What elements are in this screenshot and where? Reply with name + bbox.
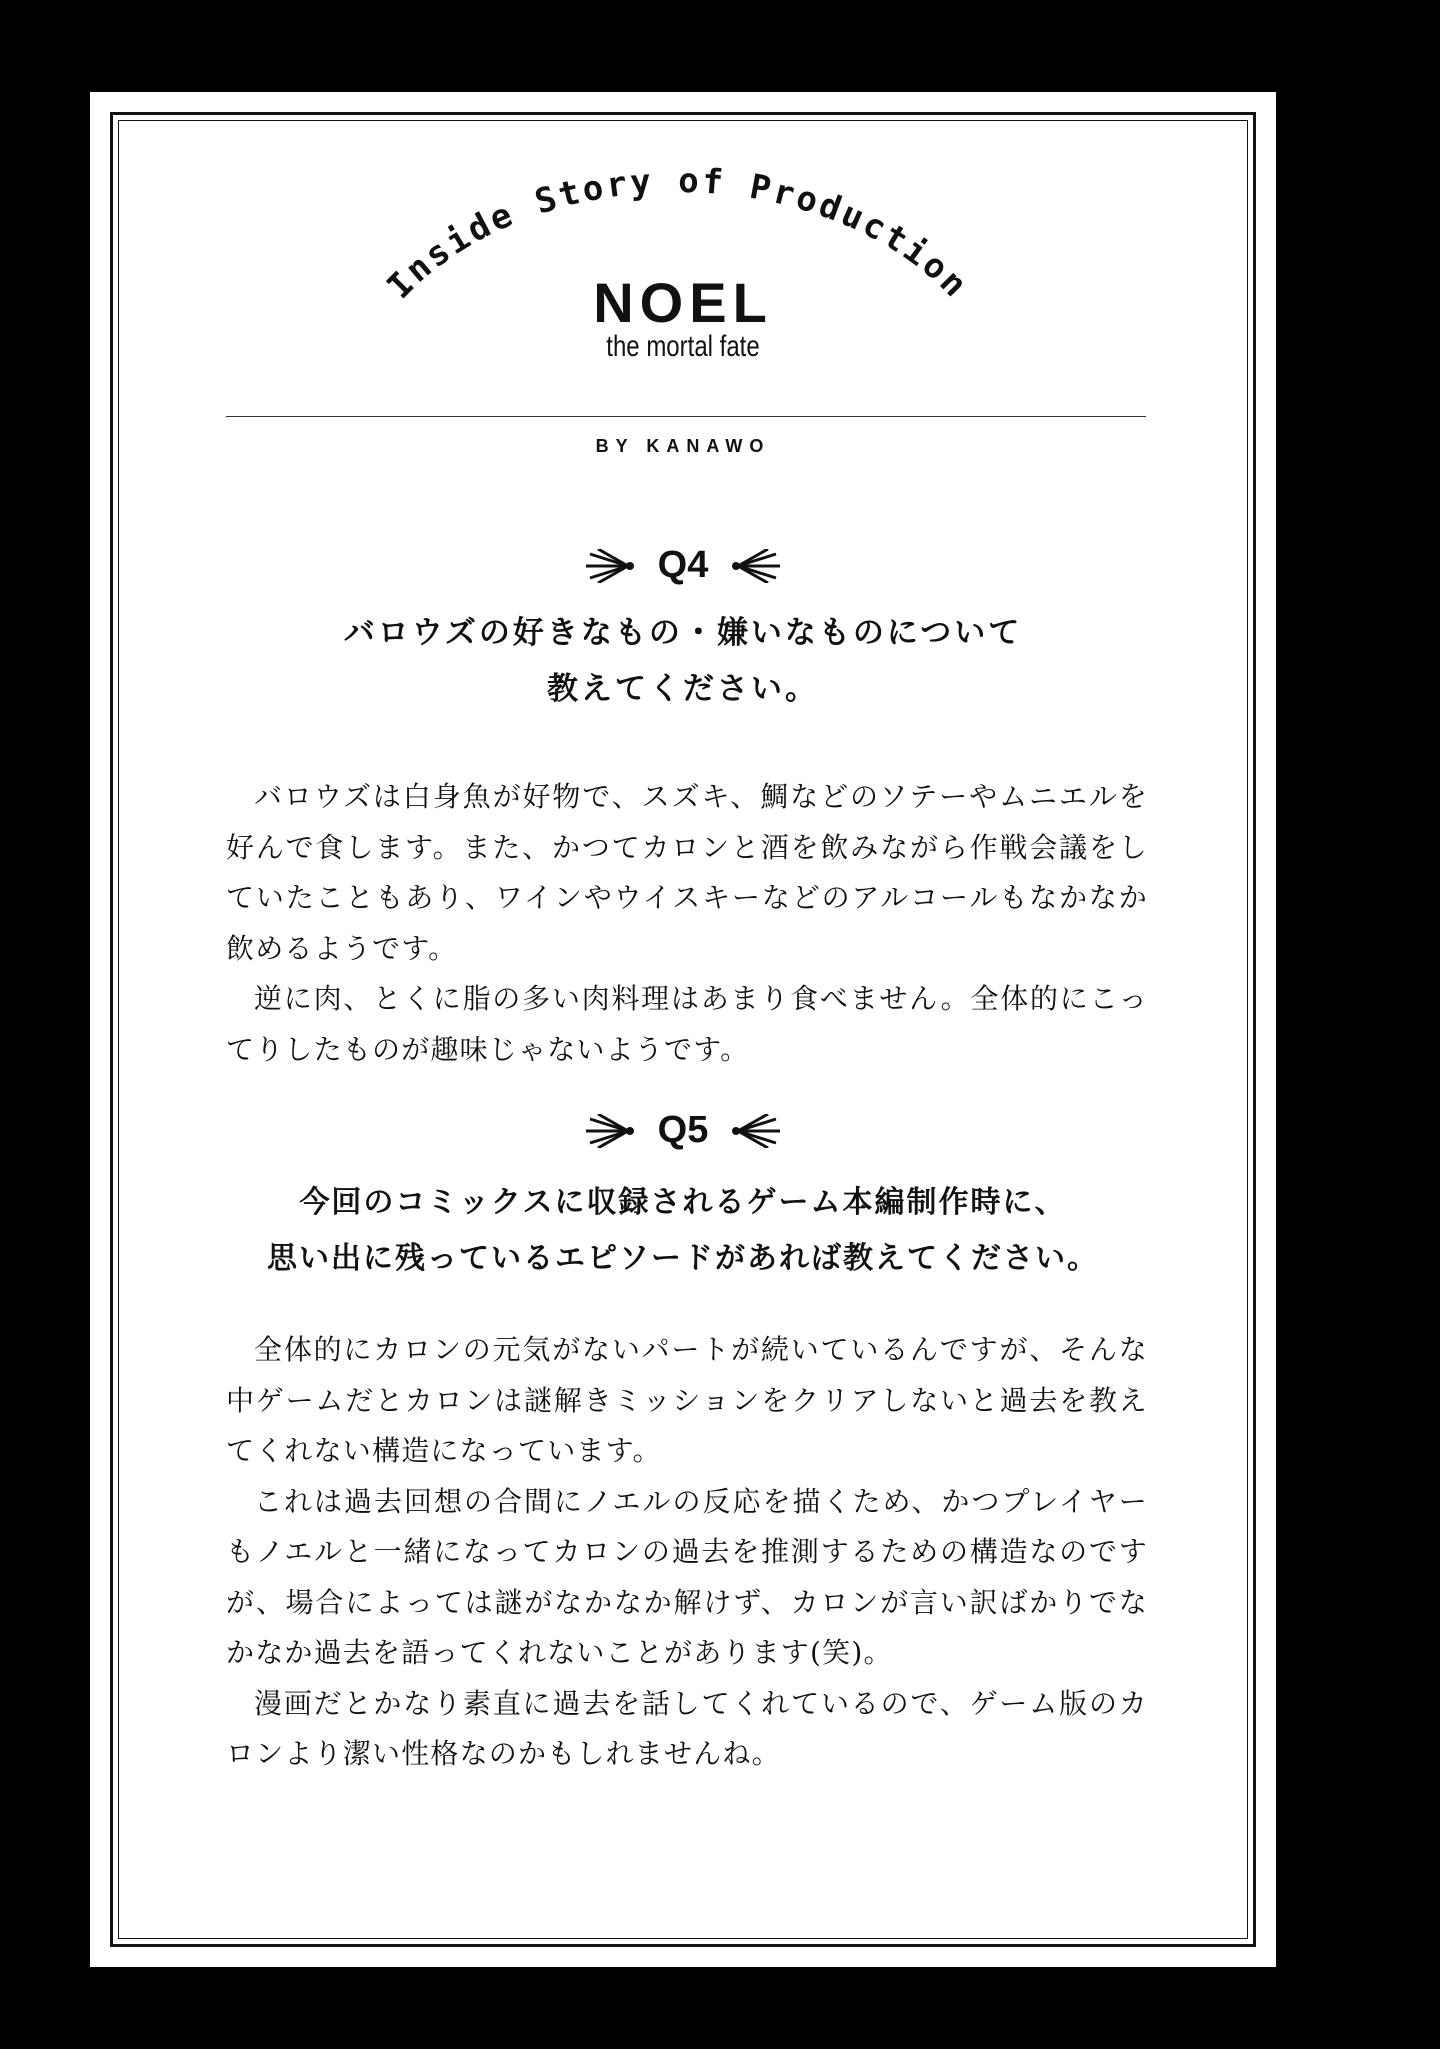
- question-label-q4: [90, 544, 1276, 587]
- question-label-q5: [90, 1109, 1276, 1152]
- left-ornament-icon: [580, 1114, 636, 1148]
- answer-paragraph: 全体的にカロンの元気がないパートが続いているんですが、そんな中ゲームだとカロンは謎解きミッションをクリアしないと過去を教えてくれない構造になっています。: [226, 1333, 1148, 1467]
- answer-body-q4: [226, 772, 1148, 1075]
- document-page: [90, 92, 1276, 1967]
- question-line: 思い出に残っているエピソードがあれば教えてください。: [267, 1241, 1099, 1276]
- arc-title-text: Inside Story of Production: [379, 160, 977, 307]
- answer-body-q5: [226, 1325, 1148, 1780]
- question-line: 今回のコミックスに収録されるゲーム本編制作時に、: [299, 1185, 1067, 1220]
- answer-paragraph: 逆に肉、とくに脂の多い肉料理はあまり食べません。全体的にこってりしたものが趣味じゃないようです。: [226, 982, 1148, 1066]
- question-heading-q5: [90, 1175, 1276, 1287]
- left-ornament-icon: [580, 549, 636, 583]
- answer-paragraph: 漫画だとかなり素直に過去を話してくれているので、ゲーム版のカロンより潔い性格なのかもしれませんね。: [226, 1686, 1148, 1770]
- question-line: バロウズの好きなもの・嫌いなものについて: [343, 615, 1023, 651]
- logo-subtitle: the mortal fate: [606, 330, 760, 363]
- question-number: Q4: [657, 544, 709, 586]
- logo-title: NOEL: [593, 271, 773, 334]
- answer-paragraph: バロウズは白身魚が好物で、スズキ、鯛などのソテーやムニエルを好んで食します。また、かつてカロンと酒を飲みながら作戦会議をしていたこともあり、ワインやウイスキーなどのアルコールもなかなか飲めるようです。: [226, 780, 1148, 965]
- author-byline: BY KANAWO: [595, 436, 771, 456]
- title-divider: [226, 416, 1146, 417]
- question-number: Q5: [657, 1109, 709, 1151]
- right-ornament-icon: [730, 549, 786, 583]
- right-ornament-icon: [730, 1114, 786, 1148]
- answer-paragraph: これは過去回想の合間にノエルの反応を描くため、かつプレイヤーもノエルと一緒になってカロンの過去を推測するための構造なのですが、場合によっては謎がなかなか解けず、カロンが言い訳ばかりでなかなか過去を語ってくれないことがあります(笑)。: [226, 1484, 1148, 1669]
- question-heading-q4: [90, 605, 1276, 717]
- question-line: 教えてください。: [547, 671, 819, 707]
